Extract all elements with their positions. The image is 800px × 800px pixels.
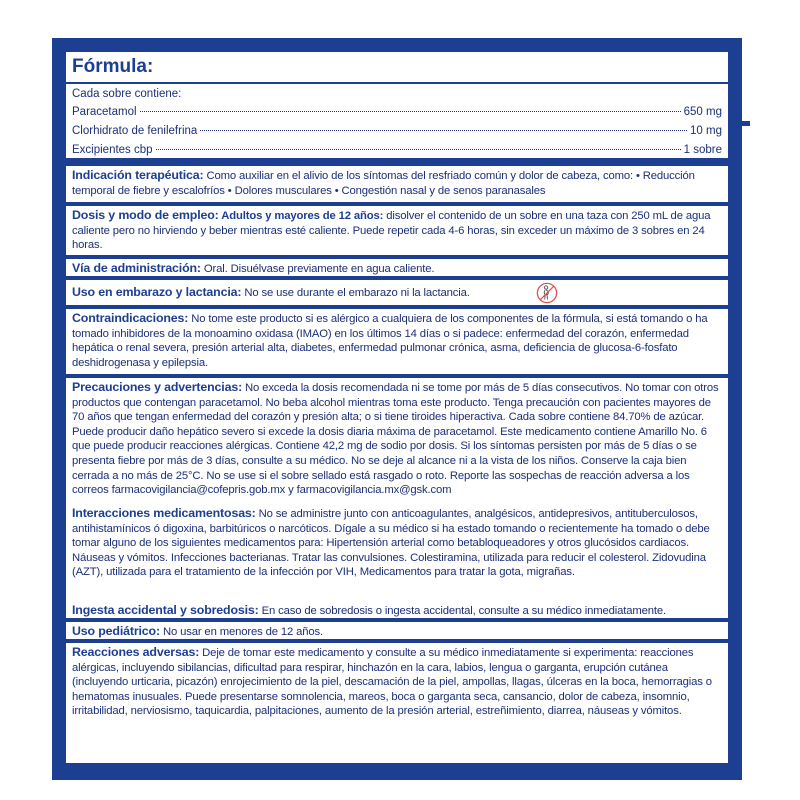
formula-section: [66, 52, 728, 158]
ingesta-text: En caso de sobredosis o ingesta accidental, consulte a su médico inmediatamente.: [258, 605, 666, 617]
pediatrico-text: No usar en menores de 12 años.: [159, 626, 323, 638]
indicacion-text: Como auxiliar en el alivio de los síntomas del resfriado común y dolor de cabeza, como: • Reducción temporal de fiebre y escalofríos • Dolores musculares • Congestión nasal y de senos paranasales: [72, 170, 695, 197]
contra-heading: Contraindicaciones:: [72, 311, 189, 325]
pediatrico-heading: Uso pediátrico:: [72, 624, 160, 638]
embarazo-text: No se use durante el embarazo ni la lactancia.: [241, 287, 470, 299]
dot-leader: [200, 130, 687, 131]
ingredient-amount: 10 mg: [690, 125, 722, 137]
ingesta-section: [66, 601, 728, 618]
precauciones-section: [66, 378, 728, 510]
adversas-heading: Reacciones adversas:: [72, 645, 200, 659]
adversas-section: [66, 643, 728, 763]
dot-leader: [156, 149, 681, 150]
ingredient-name: Clorhidrato de fenilefrina: [72, 125, 198, 137]
precauciones-heading: Precauciones y advertencias:: [72, 380, 243, 394]
dosis-text: disolver el contenido de un sobre en una taza con 250 mL de agua caliente pero no hirviendo y beber mientras esté caliente. Puede repetir cada 4-6 horas, sin exceder un máximo de 3 sobres en 24 horas.: [72, 210, 711, 252]
via-section: [66, 259, 728, 276]
pediatrico-section: [66, 622, 728, 639]
interacciones-heading: Interacciones medicamentosas:: [72, 506, 256, 520]
ingredient-amount: 650 mg: [683, 106, 722, 118]
dosis-heading: Dosis y modo de empleo:: [72, 208, 219, 222]
frame-tick: [742, 121, 750, 126]
interacciones-text: No se administre junto con anticoagulantes, analgésicos, antidepresivos, antituberculosos, antihistamínicos ó digoxina, barbitúricos o narcóticos. Dígale a su médico si ha estado tomando o recientemente ha tomado o debe tomar alguno de los siguientes medicamentos para: Hipertensión arterial como betabloqueadores y otros glucósidos cardiacos. Náuseas y vómitos. Infecciones bacterianas. Tratar las convulsiones. Colestiramina, utilizada para reducir el colesterol. Zidovudina (AZT), utilizada para el tratamiento de la infección por VIH, Medicamentos para tratar la gota, migrañas.: [72, 508, 710, 579]
dosis-section: [66, 206, 728, 255]
dosis-subheading: Adultos y mayores de 12 años:: [218, 210, 384, 222]
formula-row: [66, 144, 728, 158]
embarazo-section: [66, 280, 728, 305]
via-text: Oral. Disuélvase previamente en agua caliente.: [200, 263, 435, 275]
dot-leader: [140, 111, 681, 112]
adversas-text: Deje de tomar este medicamento y consulte a su médico inmediatamente si experimenta: reacciones alérgicas, incluyendo sibilancias, dificultad para respirar, hinchazón en la cara, labios, lengua o garganta, erupción cutánea (incluyendo urticaria, picazón) enrojecimiento de la piel, descamación de la piel, ampollas, llagas, úlceras en la boca, hemorragias o hematomas inusuales. Puede presentarse somnolencia, mareos, boca o garganta seca, cansancio, dolor de cabeza, insomnio, irritabilidad, nerviosismo, taquicardia, palpitaciones, aumento de la presión arterial, estreñimiento, diarrea, náuseas y vómitos.: [72, 647, 712, 718]
ingredient-name: Excipientes cbp: [72, 144, 153, 156]
via-heading: Vía de administración:: [72, 261, 201, 275]
ingredient-amount: 1 sobre: [683, 144, 722, 156]
indicacion-section: [66, 166, 728, 202]
formula-title: Fórmula:: [72, 56, 154, 77]
contraindicaciones-section: [66, 309, 728, 374]
indicacion-heading: Indicación terapéutica:: [72, 168, 204, 182]
formula-row: [66, 125, 728, 144]
embarazo-heading: Uso en embarazo y lactancia:: [72, 285, 242, 299]
interacciones-section: [66, 504, 728, 606]
precauciones-text: No exceda la dosis recomendada ni se tome por más de 5 días consecutivos. No tomar con otros productos que contengan paracetamol. No beba alcohol mientras toma este producto. Tenga precaución con pacientes mayores de 70 años que tengan enfermedad del corazón y presión alta; o si tiene tiroides hiperactiva. Cada sobre contiene 84.70% de azúcar. Puede producir daño hepático severo si excede la dosis diaria máxima de paracetamol. Este medicamento contiene Amarillo No. 6 que puede producir reacciones alérgicas. Contiene 42,2 mg de sodio por dosis. Si los síntomas persisten por más de 5 días o se presenta fiebre por más de 3 días, consulte a su médico. No se deje al alcance ni a la vista de los niños. Conserve la caja bien cerrada a no más de 25°C. No se use si el sobre sellado está rasgado o roto. Reporte las sospechas de reacción adversa a los correos farmacovigilancia@cofepris.gob.mx y farmacovigilancia.mx@gsk.com: [72, 382, 719, 497]
formula-subtitle: Cada sobre contiene:: [72, 88, 182, 100]
contra-text: No tome este producto si es alérgico a cualquiera de los componentes de la fórmula, si está tomando o ha tomado inhibidores de la monoamino oxidasa (IMAO) en los últimos 14 días o si padece: enfermedad del corazón, enfermedad hepática o renal severa, presión arterial alta, diabetes, enfermedad pulmonar crónica, asma, deficiencia de glucosa-6-fosfato deshidrogenasa y epilepsia.: [72, 313, 708, 369]
no-pregnancy-icon: [536, 282, 558, 304]
formula-row: [66, 106, 728, 125]
ingredient-name: Paracetamol: [72, 106, 137, 118]
formula-divider: [66, 82, 728, 84]
ingesta-heading: Ingesta accidental y sobredosis:: [72, 603, 259, 617]
